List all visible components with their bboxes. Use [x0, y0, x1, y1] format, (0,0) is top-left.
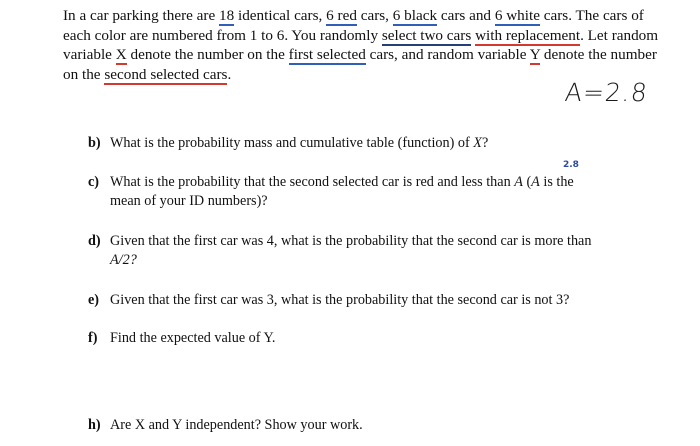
question-c [88, 173, 668, 210]
question-text: Given that the first car was 4, what is the probability that the second car is more than [110, 233, 592, 249]
problem-intro [63, 6, 663, 84]
question-tag: e) [88, 292, 100, 308]
intro-text: . Let random variable [63, 26, 659, 63]
underlined-6-white: 6 white [494, 7, 540, 24]
handwritten-small-note: 2.8 [563, 160, 579, 170]
question-b [88, 134, 668, 153]
question-text: Given that the first car was 3, what is the probability that the second car is not 3? [110, 292, 570, 308]
question-tag: h) [88, 417, 101, 433]
question-text-continued: A/2? [110, 251, 137, 268]
underlined-with-replacement: with replacement [475, 26, 581, 44]
question-tag: b) [88, 135, 101, 151]
question-tag: f) [88, 330, 98, 346]
question-e [88, 291, 668, 310]
intro-text: denote the number on the [63, 46, 657, 83]
intro-text: In a car parking there are [63, 7, 219, 24]
intro-text: . [227, 65, 232, 83]
underlined-y: Y [529, 46, 541, 63]
question-text: What is the probability that the second selected car is red and less than A (A is the [110, 174, 574, 190]
intro-text: cars, and random variable [365, 46, 530, 63]
question-tag: c) [88, 174, 100, 190]
question-text: Find the expected value of Y. [110, 330, 276, 346]
intro-text: cars and [437, 7, 495, 24]
intro-text: denote the number on the [126, 46, 289, 63]
intro-text: cars. The cars of each color are numbered from 1 to 6. You randomly [63, 7, 644, 44]
underlined-second-selected-cars: second selected cars [104, 65, 228, 83]
question-text-continued: mean of your ID numbers)? [110, 192, 268, 209]
underlined-6-red: 6 red [326, 7, 357, 24]
intro-text: identical cars, [234, 7, 327, 24]
question-f [88, 329, 668, 348]
intro-text: cars, [356, 7, 393, 24]
underlined-18: 18 [219, 7, 235, 24]
handwritten-note: A=2.8 [563, 78, 650, 107]
question-d [88, 232, 668, 269]
question-h [88, 416, 668, 435]
underlined-first-selected: first selected [288, 46, 366, 63]
underlined-select-two-cars: select two cars [381, 26, 472, 44]
underlined-x: X [115, 46, 127, 63]
question-text: Are X and Y independent? Show your work. [110, 417, 363, 433]
question-text: What is the probability mass and cumulative table (function) of X? [110, 135, 489, 151]
underlined-6-black: 6 black [392, 7, 438, 24]
question-tag: d) [88, 233, 101, 249]
